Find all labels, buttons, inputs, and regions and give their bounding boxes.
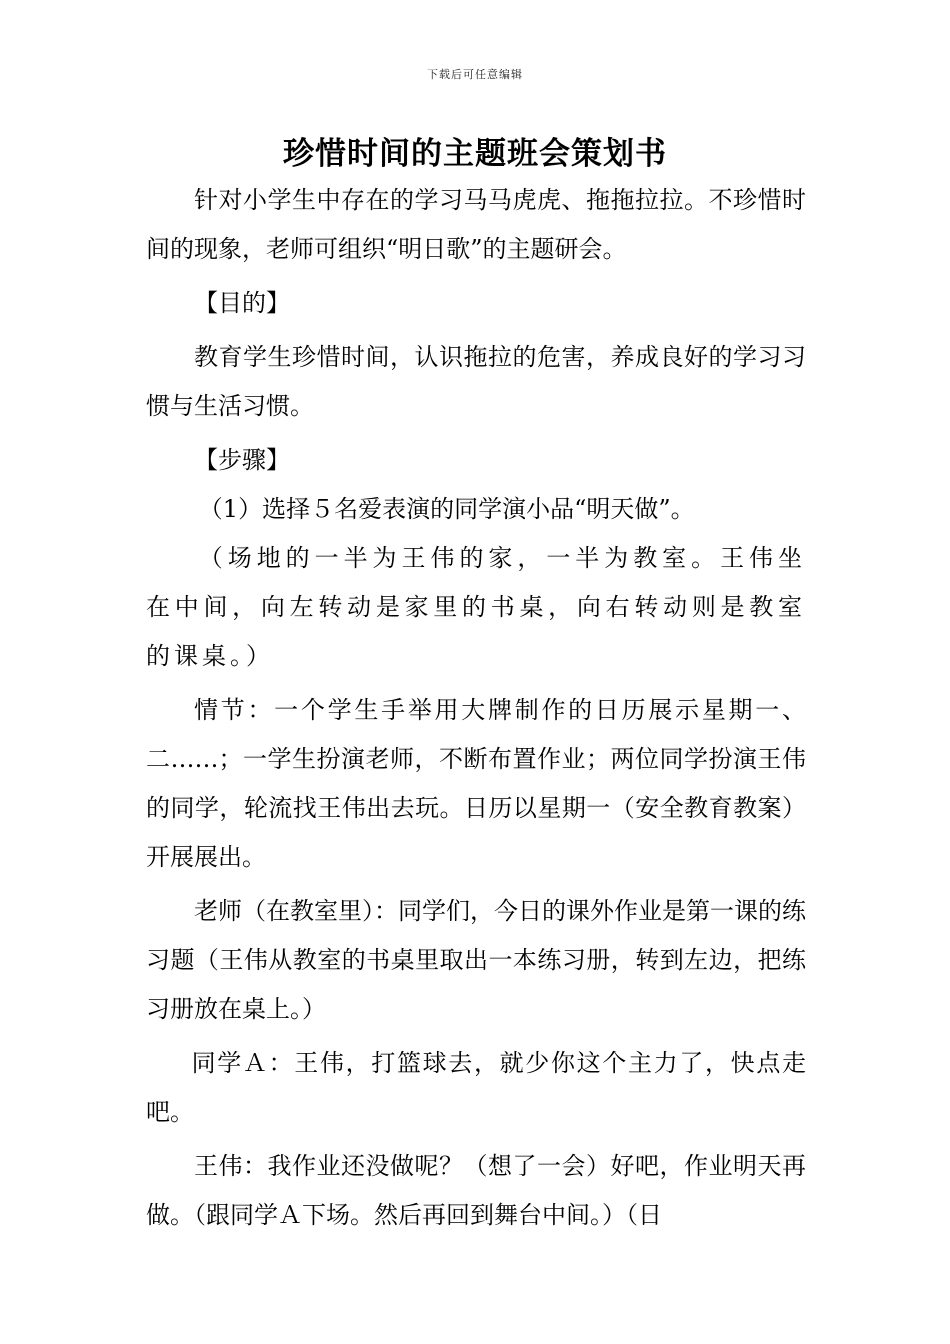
purpose-paragraph: 教育学生珍惜时间，认识拖拉的危害，养成良好的学习习惯与生活习惯。 — [146, 343, 806, 420]
section-heading-steps: 【步骤】 — [194, 446, 290, 474]
document-title: 珍惜时间的主题班会策划书 — [283, 136, 667, 172]
stage-setup-paragraph: （场地的一半为王伟的家，一半为教室。王伟坐在中间，向左转动是家里的书桌，向右转动则是教室的课桌。） — [146, 544, 806, 670]
document-body — [146, 176, 806, 1240]
wangwei-line-paragraph: 王伟：我作业还没做呢？（想了一会）好吧，作业明天再做。（跟同学Ａ下场。然后再回到舞台中间。）（日 — [146, 1152, 806, 1229]
section-heading-purpose: 【目的】 — [194, 289, 290, 317]
student-a-line-paragraph: 同学Ａ：王伟，打篮球去，就少你这个主力了，快点走吧。 — [146, 1049, 806, 1126]
intro-paragraph: 针对小学生中存在的学习马马虎虎、拖拖拉拉。不珍惜时间的现象，老师可组织“明日歌”的主题研会。 — [146, 186, 806, 263]
header-note: 下载后可任意编辑 — [427, 68, 523, 81]
step-1-paragraph: （1）选择５名爱表演的同学演小品“明天做”。 — [198, 495, 695, 523]
plot-paragraph: 情节：一个学生手举用大牌制作的日历展示星期一、二……；一学生扮演老师，不断布置作业；两位同学扮演王伟的同学，轮流找王伟出去玩。日历以星期一（安全教育教案）开展展出。 — [146, 696, 806, 871]
teacher-line-paragraph: 老师（在教室里）：同学们，今日的课外作业是第一课的练习题（王伟从教室的书桌里取出一本练习册，转到左边，把练习册放在桌上。） — [146, 897, 806, 1023]
